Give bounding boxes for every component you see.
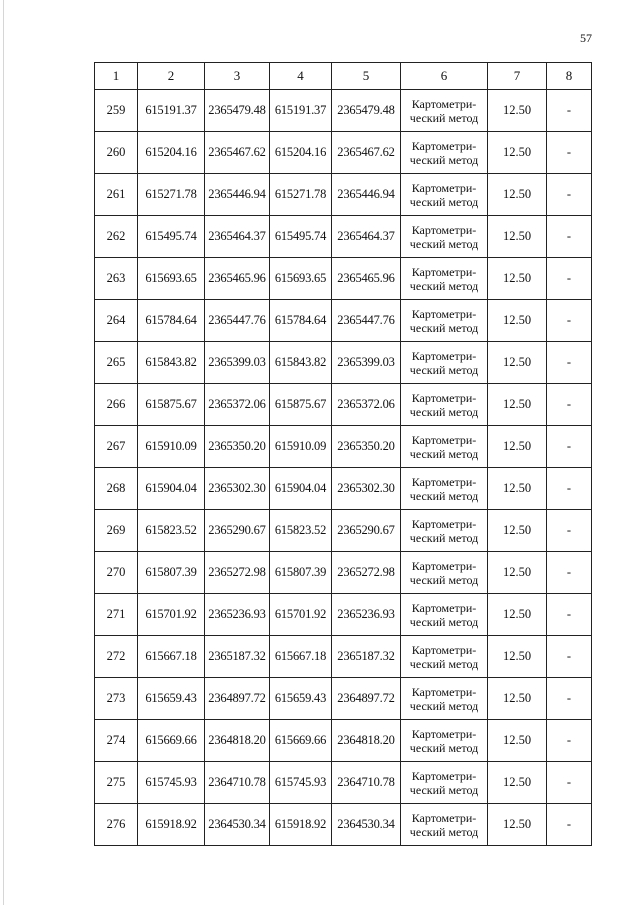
- table-header-row: [95, 63, 592, 90]
- x-coordinate-new-cell: 615904.04: [270, 468, 332, 510]
- note-cell: -: [547, 678, 592, 720]
- table-row: [95, 804, 592, 846]
- method-cell: [401, 720, 488, 762]
- y-coordinate-new-cell: 2365350.20: [332, 426, 401, 468]
- point-number-cell: 259: [95, 90, 138, 132]
- table-row: [95, 384, 592, 426]
- table-row: [95, 552, 592, 594]
- note-cell: -: [547, 426, 592, 468]
- y-coordinate-new-cell: 2365467.62: [332, 132, 401, 174]
- accuracy-cell: 12.50: [488, 594, 547, 636]
- method-cell: [401, 678, 488, 720]
- x-coordinate-existing-cell: 615875.67: [138, 384, 205, 426]
- accuracy-cell: 12.50: [488, 132, 547, 174]
- note-cell: -: [547, 510, 592, 552]
- x-coordinate-new-cell: 615191.37: [270, 90, 332, 132]
- y-coordinate-new-cell: 2365272.98: [332, 552, 401, 594]
- y-coordinate-existing-cell: 2365272.98: [205, 552, 270, 594]
- x-coordinate-new-cell: 615745.93: [270, 762, 332, 804]
- method-cell: [401, 90, 488, 132]
- column-header-6: 6: [401, 63, 488, 90]
- point-number-cell: 276: [95, 804, 138, 846]
- note-cell: -: [547, 594, 592, 636]
- accuracy-cell: 12.50: [488, 342, 547, 384]
- x-coordinate-new-cell: 615667.18: [270, 636, 332, 678]
- accuracy-cell: 12.50: [488, 384, 547, 426]
- method-text-line-1: Картометри-: [411, 264, 477, 279]
- method-text-line-1: Картометри-: [411, 516, 477, 531]
- method-cell: [401, 636, 488, 678]
- y-coordinate-new-cell: 2365446.94: [332, 174, 401, 216]
- note-cell: -: [547, 258, 592, 300]
- point-number-cell: 272: [95, 636, 138, 678]
- y-coordinate-existing-cell: 2365447.76: [205, 300, 270, 342]
- point-number-cell: 260: [95, 132, 138, 174]
- column-header-1: 1: [95, 63, 138, 90]
- x-coordinate-existing-cell: 615659.43: [138, 678, 205, 720]
- column-header-2: 2: [138, 63, 205, 90]
- method-cell: [401, 132, 488, 174]
- accuracy-cell: 12.50: [488, 174, 547, 216]
- note-cell: -: [547, 804, 592, 846]
- y-coordinate-new-cell: 2365479.48: [332, 90, 401, 132]
- method-cell: [401, 552, 488, 594]
- method-text-line-1: Картометри-: [411, 348, 477, 363]
- table-row: [95, 174, 592, 216]
- point-number-cell: 269: [95, 510, 138, 552]
- note-cell: -: [547, 300, 592, 342]
- x-coordinate-existing-cell: 615667.18: [138, 636, 205, 678]
- x-coordinate-new-cell: 615807.39: [270, 552, 332, 594]
- table-row: [95, 300, 592, 342]
- note-cell: -: [547, 174, 592, 216]
- x-coordinate-new-cell: 615784.64: [270, 300, 332, 342]
- y-coordinate-existing-cell: 2364818.20: [205, 720, 270, 762]
- x-coordinate-existing-cell: 615918.92: [138, 804, 205, 846]
- coordinates-table: [94, 62, 592, 846]
- y-coordinate-existing-cell: 2365399.03: [205, 342, 270, 384]
- table-row: [95, 426, 592, 468]
- accuracy-cell: 12.50: [488, 678, 547, 720]
- accuracy-cell: 12.50: [488, 90, 547, 132]
- table-row: [95, 216, 592, 258]
- x-coordinate-existing-cell: 615910.09: [138, 426, 205, 468]
- y-coordinate-new-cell: 2365465.96: [332, 258, 401, 300]
- note-cell: -: [547, 636, 592, 678]
- point-number-cell: 270: [95, 552, 138, 594]
- method-cell: [401, 468, 488, 510]
- x-coordinate-existing-cell: 615669.66: [138, 720, 205, 762]
- note-cell: -: [547, 468, 592, 510]
- column-header-3: 3: [205, 63, 270, 90]
- x-coordinate-new-cell: 615910.09: [270, 426, 332, 468]
- point-number-cell: 268: [95, 468, 138, 510]
- column-header-5: 5: [332, 63, 401, 90]
- table-row: [95, 510, 592, 552]
- point-number-cell: 274: [95, 720, 138, 762]
- x-coordinate-existing-cell: 615904.04: [138, 468, 205, 510]
- method-text-line-1: Картометри-: [411, 390, 477, 405]
- method-cell: [401, 594, 488, 636]
- x-coordinate-existing-cell: 615807.39: [138, 552, 205, 594]
- method-text-line-2: ческий метод: [409, 572, 479, 587]
- y-coordinate-new-cell: 2364710.78: [332, 762, 401, 804]
- y-coordinate-existing-cell: 2365467.62: [205, 132, 270, 174]
- y-coordinate-existing-cell: 2365350.20: [205, 426, 270, 468]
- method-text-line-2: ческий метод: [409, 362, 479, 377]
- method-cell: [401, 258, 488, 300]
- x-coordinate-new-cell: 615659.43: [270, 678, 332, 720]
- table-row: [95, 720, 592, 762]
- method-cell: [401, 174, 488, 216]
- x-coordinate-new-cell: 615271.78: [270, 174, 332, 216]
- column-header-8: 8: [547, 63, 592, 90]
- method-text-line-2: ческий метод: [409, 698, 479, 713]
- method-text-line-2: ческий метод: [409, 446, 479, 461]
- method-text-line-1: Картометри-: [411, 432, 477, 447]
- method-text-line-2: ческий метод: [409, 236, 479, 251]
- page-left-edge: [3, 0, 4, 905]
- method-cell: [401, 762, 488, 804]
- note-cell: -: [547, 132, 592, 174]
- y-coordinate-existing-cell: 2364710.78: [205, 762, 270, 804]
- x-coordinate-existing-cell: 615693.65: [138, 258, 205, 300]
- y-coordinate-existing-cell: 2365464.37: [205, 216, 270, 258]
- note-cell: -: [547, 384, 592, 426]
- note-cell: -: [547, 720, 592, 762]
- y-coordinate-new-cell: 2365290.67: [332, 510, 401, 552]
- y-coordinate-existing-cell: 2365290.67: [205, 510, 270, 552]
- y-coordinate-existing-cell: 2365236.93: [205, 594, 270, 636]
- y-coordinate-existing-cell: 2365187.32: [205, 636, 270, 678]
- column-header-4: 4: [270, 63, 332, 90]
- accuracy-cell: 12.50: [488, 426, 547, 468]
- column-header-7: 7: [488, 63, 547, 90]
- method-text-line-2: ческий метод: [409, 320, 479, 335]
- method-text-line-1: Картометри-: [411, 810, 477, 825]
- method-text-line-1: Картометри-: [411, 642, 477, 657]
- table-row: [95, 594, 592, 636]
- note-cell: -: [547, 342, 592, 384]
- x-coordinate-existing-cell: 615784.64: [138, 300, 205, 342]
- x-coordinate-new-cell: 615875.67: [270, 384, 332, 426]
- note-cell: -: [547, 90, 592, 132]
- method-text-line-2: ческий метод: [409, 656, 479, 671]
- method-text-line-2: ческий метод: [409, 488, 479, 503]
- method-text-line-1: Картометри-: [411, 684, 477, 699]
- method-cell: [401, 804, 488, 846]
- accuracy-cell: 12.50: [488, 552, 547, 594]
- y-coordinate-new-cell: 2364530.34: [332, 804, 401, 846]
- point-number-cell: 266: [95, 384, 138, 426]
- point-number-cell: 275: [95, 762, 138, 804]
- method-text-line-1: Картометри-: [411, 558, 477, 573]
- y-coordinate-new-cell: 2364818.20: [332, 720, 401, 762]
- x-coordinate-existing-cell: 615204.16: [138, 132, 205, 174]
- accuracy-cell: 12.50: [488, 804, 547, 846]
- method-text-line-2: ческий метод: [409, 110, 479, 125]
- y-coordinate-new-cell: 2365464.37: [332, 216, 401, 258]
- method-text-line-2: ческий метод: [409, 404, 479, 419]
- method-text-line-1: Картометри-: [411, 138, 477, 153]
- note-cell: -: [547, 762, 592, 804]
- y-coordinate-existing-cell: 2365446.94: [205, 174, 270, 216]
- table-row: [95, 258, 592, 300]
- x-coordinate-existing-cell: 615701.92: [138, 594, 205, 636]
- y-coordinate-new-cell: 2365372.06: [332, 384, 401, 426]
- y-coordinate-existing-cell: 2365372.06: [205, 384, 270, 426]
- table-body: [95, 90, 592, 846]
- y-coordinate-new-cell: 2364897.72: [332, 678, 401, 720]
- method-cell: [401, 384, 488, 426]
- x-coordinate-existing-cell: 615191.37: [138, 90, 205, 132]
- method-text-line-2: ческий метод: [409, 530, 479, 545]
- method-cell: [401, 216, 488, 258]
- x-coordinate-new-cell: 615843.82: [270, 342, 332, 384]
- accuracy-cell: 12.50: [488, 762, 547, 804]
- y-coordinate-new-cell: 2365236.93: [332, 594, 401, 636]
- table-row: [95, 132, 592, 174]
- table-row: [95, 468, 592, 510]
- x-coordinate-new-cell: 615495.74: [270, 216, 332, 258]
- point-number-cell: 267: [95, 426, 138, 468]
- method-text-line-2: ческий метод: [409, 740, 479, 755]
- accuracy-cell: 12.50: [488, 258, 547, 300]
- point-number-cell: 273: [95, 678, 138, 720]
- method-cell: [401, 426, 488, 468]
- method-text-line-1: Картометри-: [411, 222, 477, 237]
- accuracy-cell: 12.50: [488, 216, 547, 258]
- table-row: [95, 678, 592, 720]
- method-cell: [401, 510, 488, 552]
- method-text-line-2: ческий метод: [409, 152, 479, 167]
- method-text-line-1: Картометри-: [411, 96, 477, 111]
- page-number: 57: [580, 31, 592, 45]
- method-text-line-2: ческий метод: [409, 278, 479, 293]
- x-coordinate-new-cell: 615693.65: [270, 258, 332, 300]
- x-coordinate-existing-cell: 615823.52: [138, 510, 205, 552]
- table-row: [95, 90, 592, 132]
- point-number-cell: 265: [95, 342, 138, 384]
- table-row: [95, 762, 592, 804]
- y-coordinate-existing-cell: 2365302.30: [205, 468, 270, 510]
- method-text-line-2: ческий метод: [409, 824, 479, 839]
- x-coordinate-new-cell: 615204.16: [270, 132, 332, 174]
- method-text-line-1: Картометри-: [411, 726, 477, 741]
- method-text-line-1: Картометри-: [411, 474, 477, 489]
- y-coordinate-new-cell: 2365187.32: [332, 636, 401, 678]
- method-text-line-1: Картометри-: [411, 768, 477, 783]
- y-coordinate-existing-cell: 2365479.48: [205, 90, 270, 132]
- method-text-line-2: ческий метод: [409, 194, 479, 209]
- table-row: [95, 636, 592, 678]
- point-number-cell: 264: [95, 300, 138, 342]
- y-coordinate-existing-cell: 2364897.72: [205, 678, 270, 720]
- y-coordinate-existing-cell: 2364530.34: [205, 804, 270, 846]
- accuracy-cell: 12.50: [488, 510, 547, 552]
- accuracy-cell: 12.50: [488, 720, 547, 762]
- x-coordinate-new-cell: 615918.92: [270, 804, 332, 846]
- x-coordinate-existing-cell: 615271.78: [138, 174, 205, 216]
- method-text-line-1: Картометри-: [411, 180, 477, 195]
- x-coordinate-new-cell: 615823.52: [270, 510, 332, 552]
- note-cell: -: [547, 552, 592, 594]
- x-coordinate-existing-cell: 615843.82: [138, 342, 205, 384]
- point-number-cell: 262: [95, 216, 138, 258]
- point-number-cell: 271: [95, 594, 138, 636]
- note-cell: -: [547, 216, 592, 258]
- method-text-line-2: ческий метод: [409, 782, 479, 797]
- x-coordinate-existing-cell: 615745.93: [138, 762, 205, 804]
- y-coordinate-new-cell: 2365447.76: [332, 300, 401, 342]
- x-coordinate-existing-cell: 615495.74: [138, 216, 205, 258]
- point-number-cell: 263: [95, 258, 138, 300]
- point-number-cell: 261: [95, 174, 138, 216]
- accuracy-cell: 12.50: [488, 300, 547, 342]
- method-text-line-1: Картометри-: [411, 306, 477, 321]
- method-text-line-1: Картометри-: [411, 600, 477, 615]
- y-coordinate-new-cell: 2365399.03: [332, 342, 401, 384]
- method-text-line-2: ческий метод: [409, 614, 479, 629]
- x-coordinate-new-cell: 615669.66: [270, 720, 332, 762]
- method-cell: [401, 342, 488, 384]
- y-coordinate-new-cell: 2365302.30: [332, 468, 401, 510]
- x-coordinate-new-cell: 615701.92: [270, 594, 332, 636]
- y-coordinate-existing-cell: 2365465.96: [205, 258, 270, 300]
- table-row: [95, 342, 592, 384]
- accuracy-cell: 12.50: [488, 468, 547, 510]
- accuracy-cell: 12.50: [488, 636, 547, 678]
- method-cell: [401, 300, 488, 342]
